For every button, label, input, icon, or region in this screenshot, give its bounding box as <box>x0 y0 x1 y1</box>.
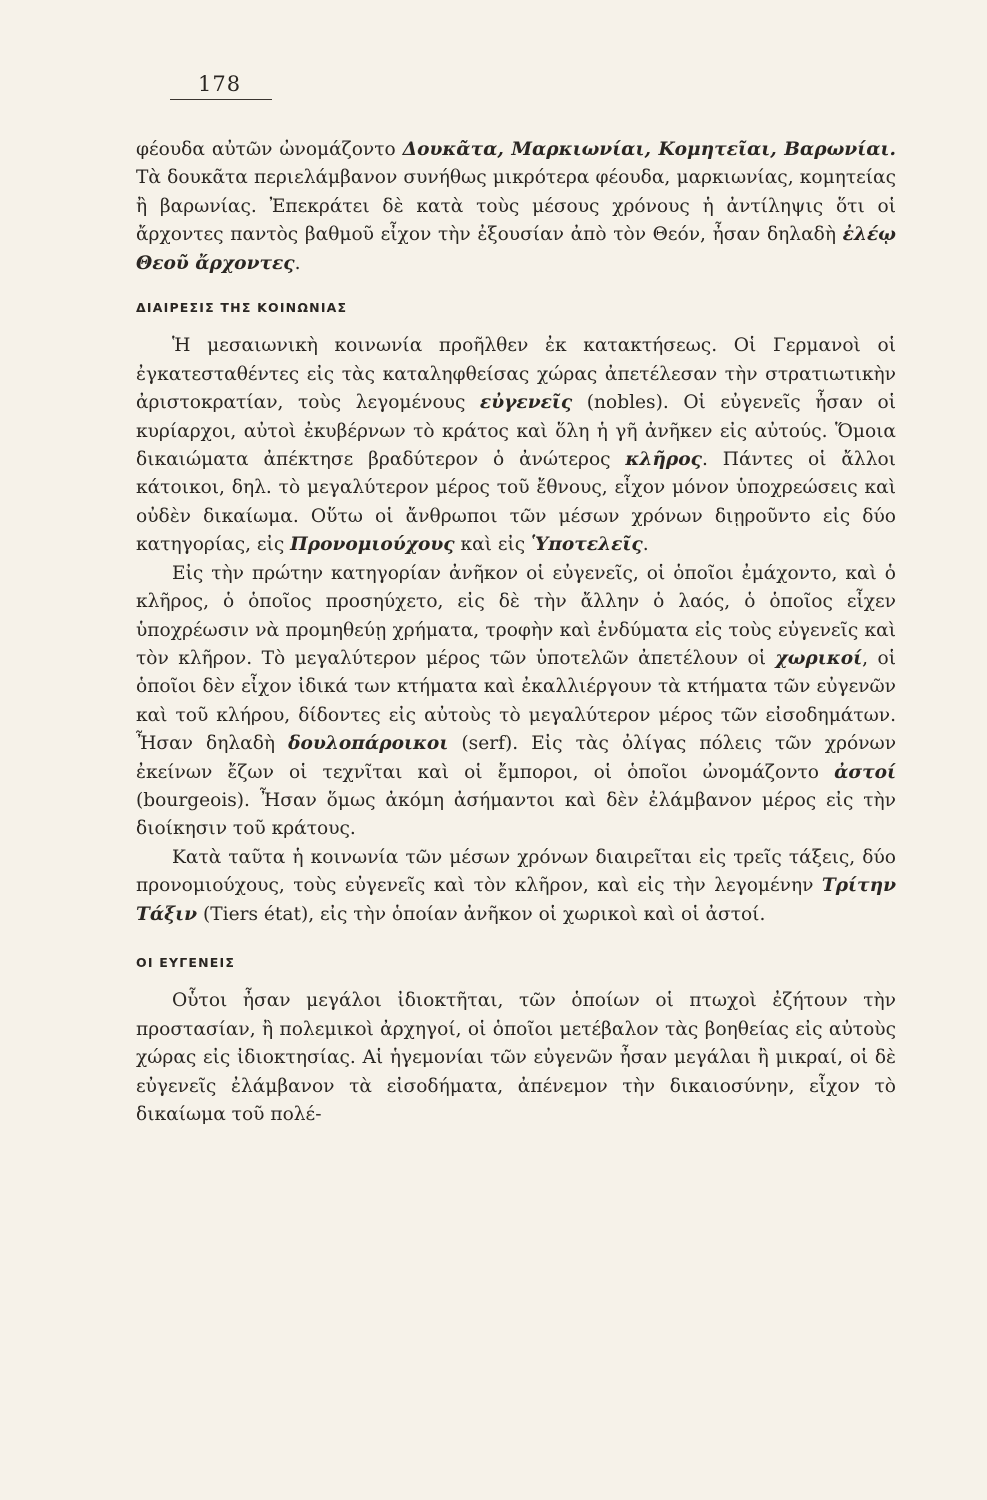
emphasis-divine-right: ἐλέῳ Θεοῦ ἄρχοντες <box>136 224 896 274</box>
text-run: Ἡ μεσαιωνικὴ κοινωνία προῆλθεν ἐκ κατακτήσεως. Οἱ Γερμανοὶ οἱ ἐγκατεσταθέντες εἰς τὰς καταληφθείσας χώρας ἀπετέλεσαν τὴν στρατιωτικὴν ἀριστοκρατίαν, τοὺς λεγομένους <box>136 335 896 414</box>
header-rule <box>170 99 272 100</box>
text-run: Οὗτοι ἦσαν μεγάλοι ἰδιοκτῆται, τῶν ὁποίων οἱ πτωχοὶ ἐζήτουν τὴν προστασίαν, ἢ πολεμικοὶ ἀρχηγοί, οἱ ὁποῖοι μετέβαλον τὰς βοηθείας εἰς αὐτοὺς χώρας εἰς ἰδιοκτησίας. Αἱ ἡγεμονίαι τῶν εὐγενῶν ἦσαν μεγάλαι ἢ μικραί, οἱ δὲ εὐγενεῖς ἐλάμβανον τὰ εἰσοδήματα, ἀπένεμον τὴν δικαιοσύνην, εἶχον τὸ δικαίωμα τοῦ πολέ- <box>136 990 896 1125</box>
emphasis-nobles: εὐγενεῖς <box>479 392 573 414</box>
section-heading-nobles: ΟΙ ΕΥΓΕΝΕΙΣ <box>136 954 236 970</box>
emphasis-third-estate: Τρίτην Τάξιν <box>136 875 896 925</box>
text-run: (Tiers état), εἰς τὴν ὁποίαν ἀνῆκον οἱ χωρικοὶ καὶ οἱ ἀστοί. <box>197 903 766 925</box>
text-run: φέουδα αὐτῶν ὠνομάζοντο <box>136 139 403 160</box>
emphasis-privileged: Προνομιούχους <box>290 534 455 556</box>
emphasis-burghers: ἀστοί <box>834 761 896 783</box>
text-run: , οἱ ὁποῖοι δὲν εἶχον ἰδικά των κτήματα καὶ ἐκαλλιέργουν τὰ κτήματα τῶν εὐγενῶν καὶ τοῦ κλήρου, δίδοντες εἰς αὐτοὺς τὸ μεγαλύτερον μέρος τῶν εἰσοδημάτων. Ἦσαν δηλαδὴ <box>136 647 896 755</box>
emphasis-clergy: κλῆρος <box>625 449 702 471</box>
text-run: . <box>642 534 649 556</box>
text-run: (nobles). Οἱ εὐγενεῖς ἦσαν οἱ κυρίαρχοι, αὐτοὶ ἐκυβέρνων τὸ κράτος καὶ ὅλη ἡ γῆ ἀνῆκεν εἰς αὐτούς. Ὅμοια δικαιώματα ἀπέκτησε βραδύτερον ὁ ἀνώτερος <box>136 392 896 471</box>
paragraph-categories <box>136 560 896 844</box>
page-body <box>136 136 896 1129</box>
text-run: Κατὰ ταῦτα ἡ κοινωνία τῶν μέσων χρόνων διαιρεῖται εἰς τρεῖς τάξεις, δύο προνομιούχους, τοὺς εὐγενεῖς καὶ τὸν κλῆρον, καὶ εἰς τὴν λεγομένην <box>136 846 896 897</box>
paragraph-society-conquest <box>136 332 896 559</box>
emphasis-serfs: δουλοπάροικοι <box>288 733 449 755</box>
text-run: (bourgeois). Ἦσαν ὅμως ἀκόμη ἀσήμαντοι καὶ δὲν ἐλάμβανον μέρος εἰς τὴν διοίκησιν τοῦ κράτους. <box>136 789 896 840</box>
emphasis-fief-titles: Δουκᾶτα, Μαρκιωνίαι, Κομητεῖαι, Βαρωνίαι. <box>402 139 896 160</box>
text-run: . Πάντες οἱ ἄλλοι κάτοικοι, δηλ. τὸ μεγαλύτερον μέρος τοῦ ἔθνους, εἶχον μόνον ὑποχρεώσεις καὶ οὐδὲν δικαίωμα. Οὕτω οἱ ἄνθρωποι τῶν μέσων χρόνων διῃροῦντο εἰς δύο κατηγορίας, εἰς <box>136 449 896 556</box>
text-run: καὶ εἰς <box>454 534 532 556</box>
emphasis-peasants: χωρικοί <box>775 647 863 669</box>
page-number: 178 <box>198 72 242 96</box>
text-run: Τὰ δουκᾶτα περιελάμβανον συνήθως μικρότερα φέουδα, μαρκιωνίας, κομητείας ἢ βαρωνίας. Ἐπεκράτει δὲ κατὰ τοὺς μέσους χρόνους ἡ ἀντίληψις ὅτι οἱ ἄρχοντες παντὸς βαθμοῦ εἶχον τὴν ἐξουσίαν ἀπὸ τὸν Θεόν, ἦσαν δηλαδὴ <box>136 167 896 246</box>
text-run: (serf). Εἰς τὰς ὀλίγας πόλεις τῶν χρόνων ἐκείνων ἔζων οἱ τεχνῖται καὶ οἱ ἔμποροι, οἱ ὁποῖοι ὠνομάζοντο <box>136 733 896 783</box>
emphasis-subjects: Ὑποτελεῖς <box>531 534 643 556</box>
paragraph-fiefs <box>136 136 896 278</box>
paragraph-three-estates <box>136 844 896 929</box>
text-run: . <box>294 252 301 274</box>
paragraph-nobles <box>136 987 896 1129</box>
text-run: Εἰς τὴν πρώτην κατηγορίαν ἀνῆκον οἱ εὐγενεῖς, οἱ ὁποῖοι ἐμάχοντο, καὶ ὁ κλῆρος, ὁ ὁποῖος προσηύχετο, εἰς δὲ τὴν ἄλλην ὁ λαός, ὁ ὁποῖος εἶχεν ὑποχρέωσιν νὰ προμηθεύῃ χρήματα, τροφὴν καὶ ἐνδύματα εἰς τοὺς εὐγενεῖς καὶ τὸν κλῆρον. Τὸ μεγαλύτερον μέρος τῶν ὑποτελῶν ἀπετέλουν οἱ <box>136 562 896 669</box>
section-heading-society-division: ΔΙΑΙΡΕΣΙΣ ΤΗΣ ΚΟΙΝΩΝΙΑΣ <box>136 300 348 316</box>
